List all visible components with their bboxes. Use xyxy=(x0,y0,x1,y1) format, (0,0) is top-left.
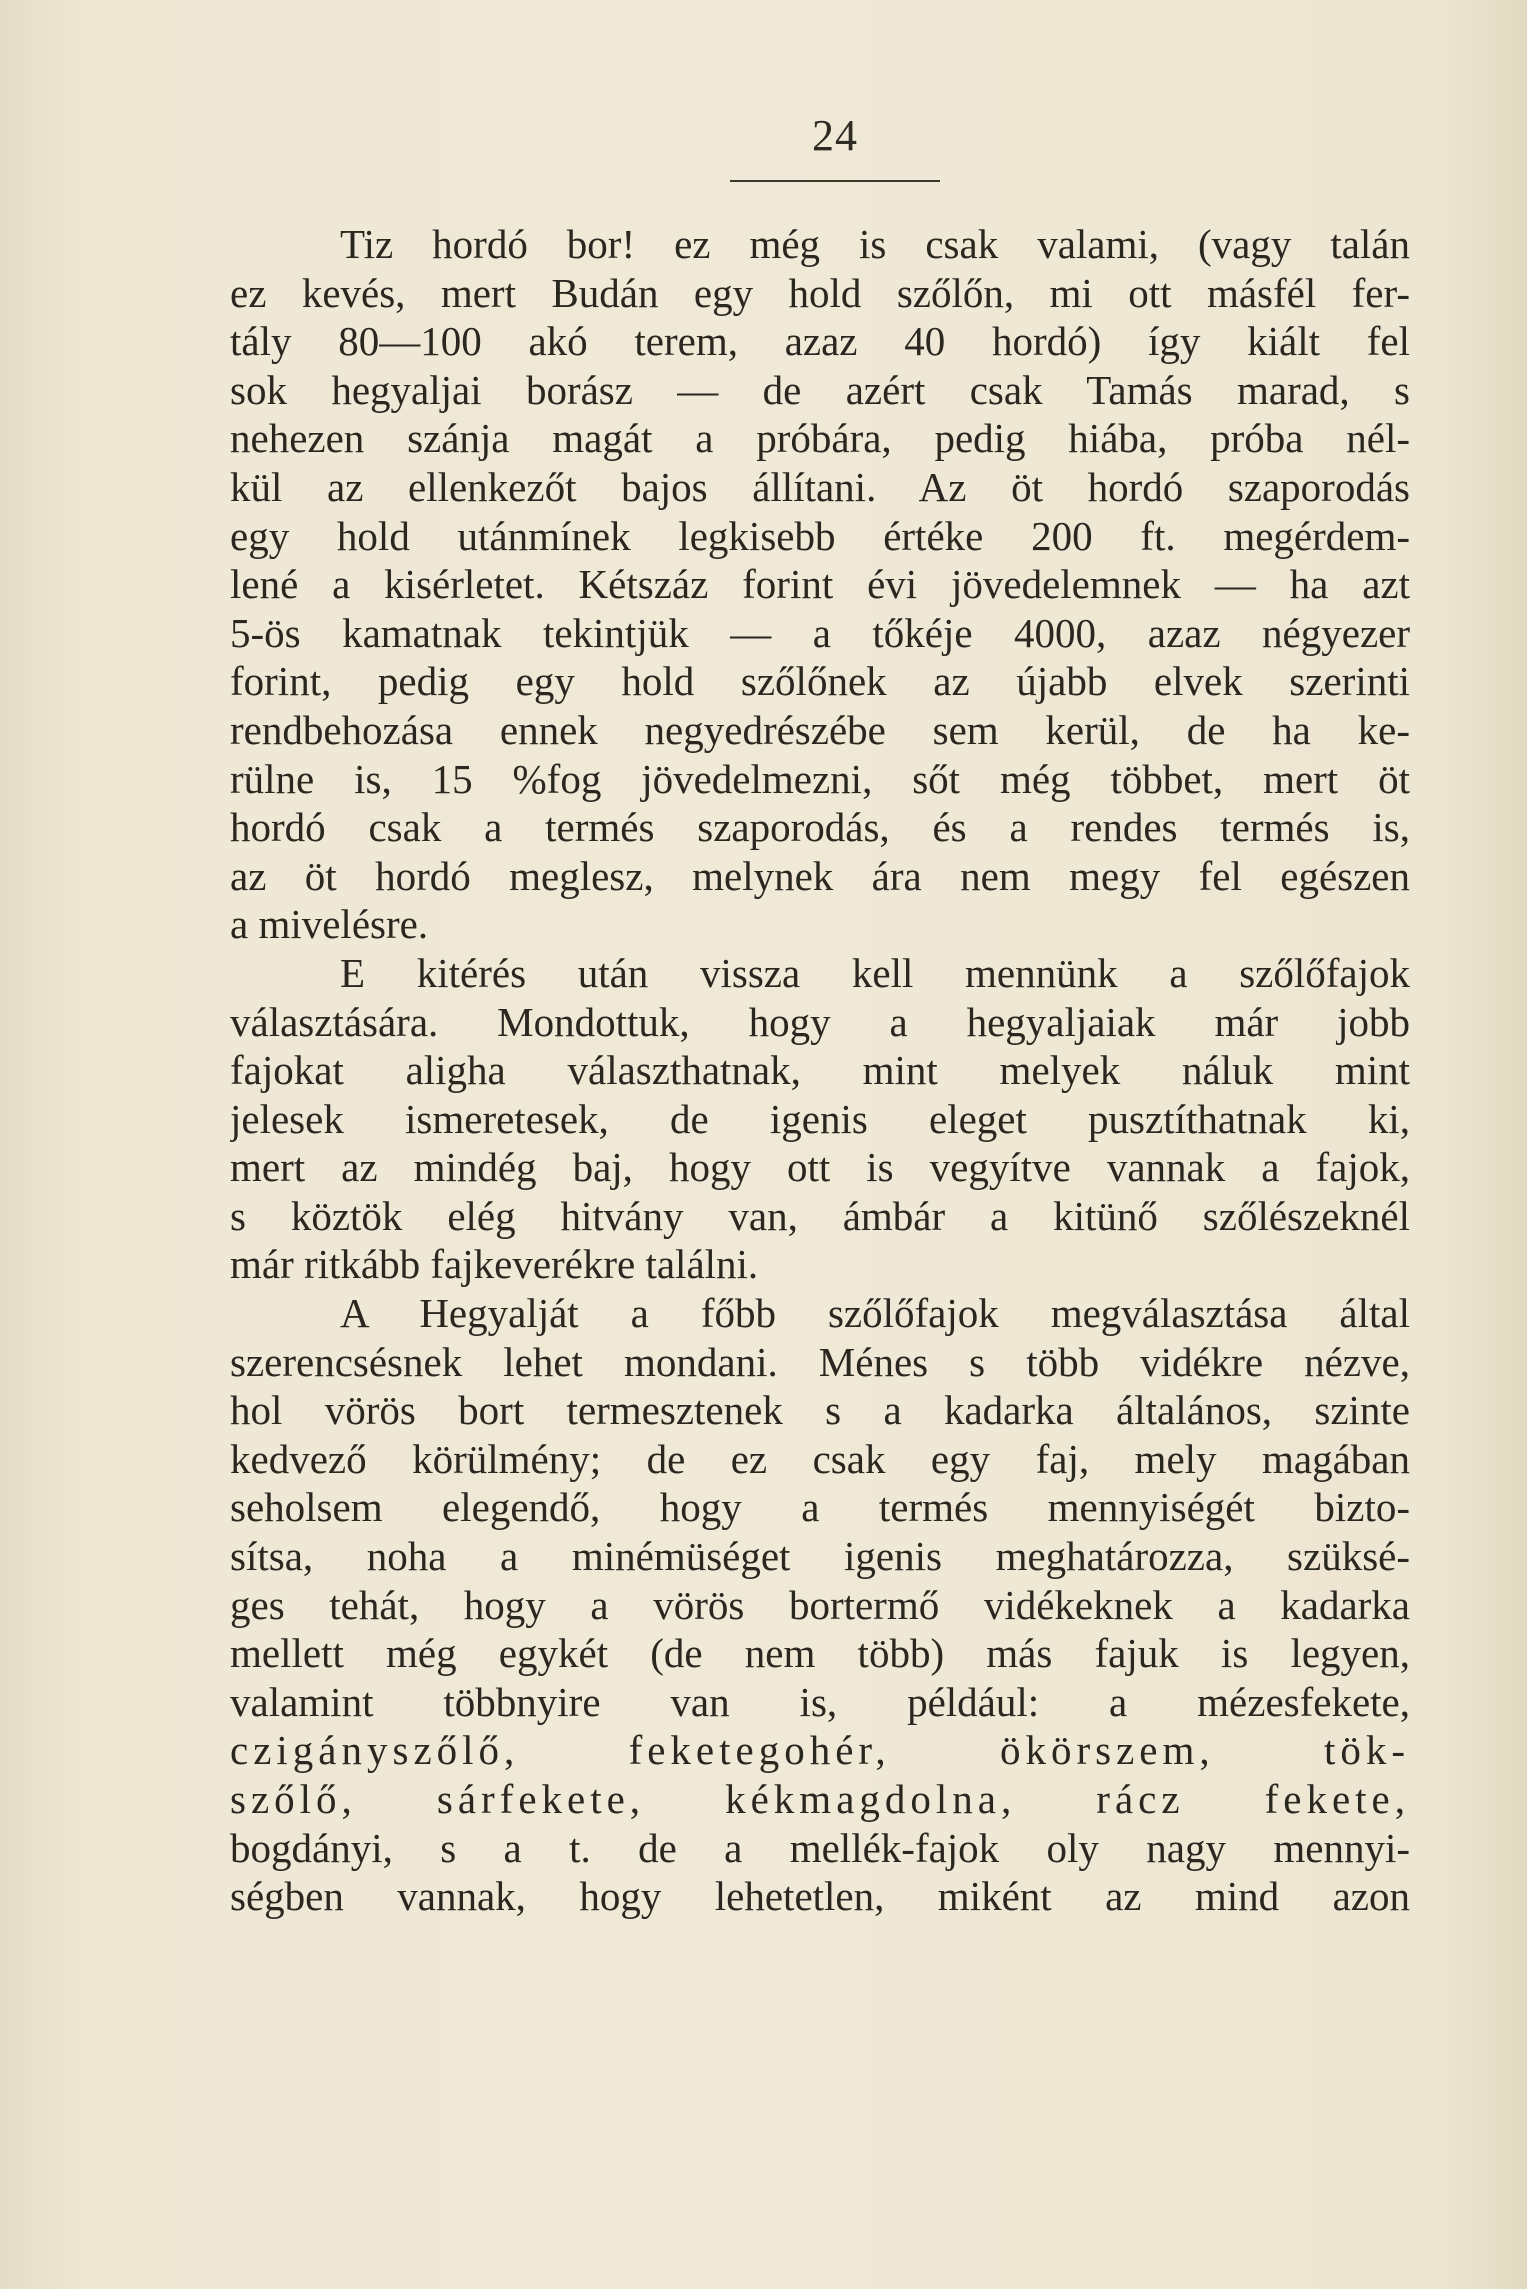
text-line: nehezen szánja magát a próbára, pedig hiába, próba nél- xyxy=(230,415,1410,462)
text-line: Tiz hordó bor! ez még is csak valami, (vagy talán xyxy=(340,221,1410,267)
text-line: kül az ellenkezőt bajos állítani. Az öt hordó szaporodás xyxy=(230,463,1410,510)
text-line: az öt hordó meglesz, melynek ára nem megy fel egészen xyxy=(230,852,1410,899)
text-line: mellett még egykét (de nem több) más fajuk is legyen, xyxy=(230,1630,1410,1677)
text-line: valamint többnyire van is, például: a mézesfekete, xyxy=(230,1678,1410,1725)
text-line: kedvező körülmény; de ez csak egy faj, mely magában xyxy=(230,1435,1410,1482)
text-line: rülne is, 15 %fog jövedelmezni, sőt még többet, mert öt xyxy=(230,755,1410,802)
text-line: a mivelésre. xyxy=(230,901,429,948)
text-line: A Hegyalját a főbb szőlőfajok megválasztása által xyxy=(340,1290,1410,1337)
text-line: sítsa, noha a minémüséget igenis meghatározza, szüksé- xyxy=(230,1533,1410,1580)
text-line: rendbehozása ennek negyedrészébe sem kerül, de ha ke- xyxy=(230,706,1410,753)
text-line: hordó csak a termés szaporodás, és a rendes termés is, xyxy=(230,804,1410,851)
text-line: fajokat aligha választhatnak, mint melyek náluk mint xyxy=(230,1047,1410,1094)
text-line: hol vörös bort termesztenek s a kadarka általános, szinte xyxy=(230,1387,1410,1434)
text-line: mert az mindég baj, hogy ott is vegyítve vannak a fajok, xyxy=(230,1144,1410,1191)
text-line: ez kevés, mert Budán egy hold szőlőn, mi ott másfél fer- xyxy=(230,269,1410,316)
text-line: forint, pedig egy hold szőlőnek az újabb elvek szerinti xyxy=(230,658,1410,705)
page-number: 24 xyxy=(812,111,858,160)
text-line: ges tehát, hogy a vörös bortermő vidékeknek a kadarka xyxy=(230,1581,1410,1628)
text-line: czigányszőlő, feketegohér, ökörszem, tök- xyxy=(230,1727,1410,1774)
text-line: E kitérés után vissza kell mennünk a szőlőfajok xyxy=(340,949,1410,996)
header-rule xyxy=(730,180,940,182)
text-line: jelesek ismeretesek, de igenis eleget pusztíthatnak ki, xyxy=(230,1095,1410,1142)
text-line: seholsem elegendő, hogy a termés mennyiségét bizto- xyxy=(230,1484,1410,1531)
text-line: lené a kisérletet. Kétszáz forint évi jövedelemnek — ha azt xyxy=(230,561,1410,608)
text-line: tály 80—100 akó terem, azaz 40 hordó) így kiált fel xyxy=(230,318,1410,365)
text-line: szőlő, sárfekete, kékmagdolna, rácz fekete, xyxy=(230,1776,1410,1822)
text-line: választására. Mondottuk, hogy a hegyaljaiak már jobb xyxy=(230,998,1410,1045)
text-line: szerencsésnek lehet mondani. Ménes s több vidékre nézve, xyxy=(230,1338,1410,1385)
text-line: már ritkább fajkeverékre találni. xyxy=(230,1241,759,1288)
text-line: 5-ös kamatnak tekintjük — a tőkéje 4000, azaz négyezer xyxy=(230,609,1410,656)
text-line: ségben vannak, hogy lehetetlen, miként az mind azon xyxy=(230,1873,1410,1920)
body-text xyxy=(230,220,1410,1921)
text-line: bogdányi, s a t. de a mellék-fajok oly nagy mennyi- xyxy=(230,1824,1410,1871)
text-line: egy hold utánmínek legkisebb értéke 200 ft. megérdem- xyxy=(230,512,1410,559)
text-line: sok hegyaljai borász — de azért csak Tamás marad, s xyxy=(230,366,1410,413)
text-line: s köztök elég hitvány van, ámbár a kitünő szőlészeknél xyxy=(230,1192,1410,1239)
